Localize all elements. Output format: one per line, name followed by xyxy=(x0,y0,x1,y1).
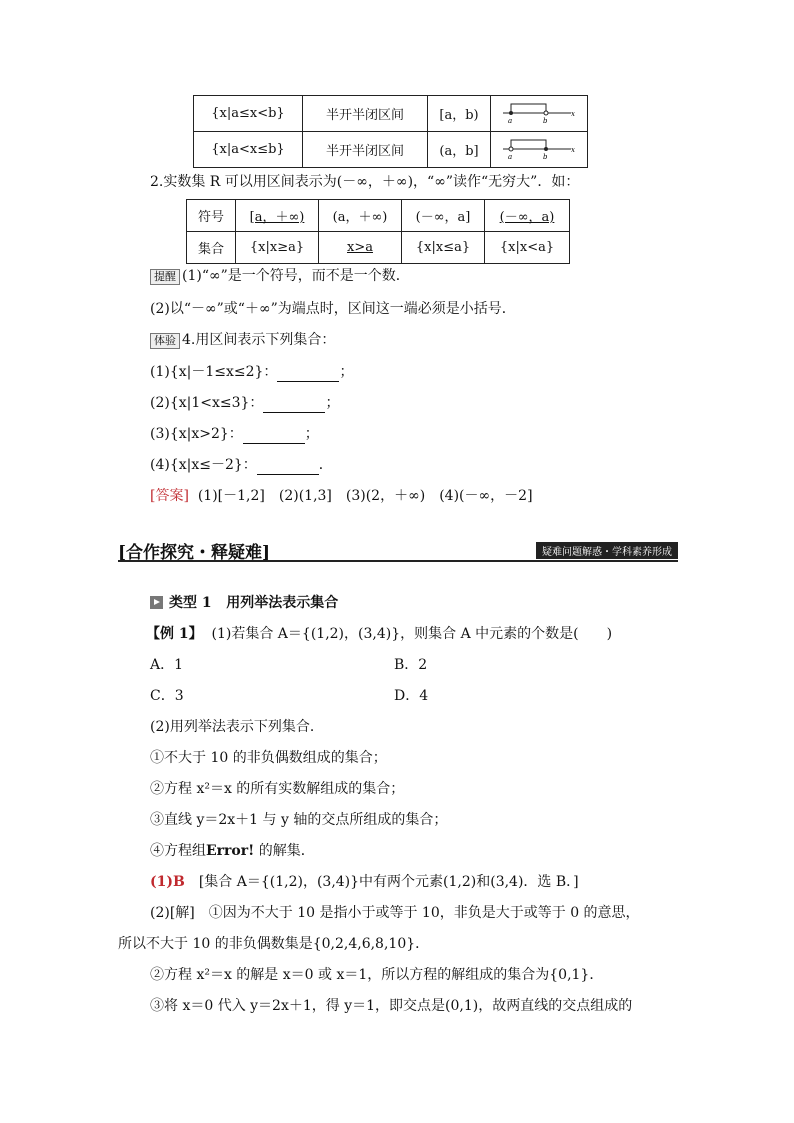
practice-tag: 体验 xyxy=(150,333,180,349)
question-2: (2)用列举法表示下列集合． xyxy=(150,719,324,735)
number-line-cell xyxy=(491,96,588,132)
exercise-item-text: (2){x|1<x≤3}： xyxy=(150,395,264,411)
exercise-item-text: (3){x|x>2}： xyxy=(150,426,243,442)
interval-symbol-cell: (a，b] xyxy=(428,132,491,168)
solution-2c: ②方程 x²＝x 的解是 x＝0 或 x＝1，所以方程的解组成的集合为{0,1}． xyxy=(150,967,604,983)
interval-symbol-cell: [a，b) xyxy=(428,96,491,132)
exercise-answer xyxy=(150,486,533,506)
item-end: ； xyxy=(339,364,354,380)
exercise-item-text: (4){x|x≤－2}： xyxy=(150,457,257,473)
table-row xyxy=(187,232,570,264)
exercise-title xyxy=(150,330,335,350)
note-2: (2)以“－∞”或“＋∞”为端点时，区间这一端必须是小括号． xyxy=(150,301,516,317)
paragraph-real-interval: 2.实数集 R 可以用区间表示为(－∞，＋∞)，“∞”读作“无穷大”．如： xyxy=(150,174,580,190)
number-line-cell xyxy=(491,132,588,168)
example-label: 【例 1】 xyxy=(146,626,203,642)
set-cell: {x|x≥a} xyxy=(236,232,319,264)
solution-1-text: [集合 A＝{(1,2)，(3,4)}中有两个元素(1,2)和(3,4)．选 B．] xyxy=(184,874,579,890)
type-title: 用列举法表示集合 xyxy=(226,595,339,611)
section-header xyxy=(118,538,678,562)
sub-question-4 xyxy=(150,841,315,861)
point-a-label: a xyxy=(508,152,513,161)
solution-2a-text: ①因为不大于 10 是指小于或等于 10，非负是大于或等于 0 的意思， xyxy=(194,905,640,921)
section-subtitle: 疑难问题解惑・学科素养形成 xyxy=(536,542,678,559)
row-head-symbol: 符号 xyxy=(187,200,236,232)
interval-name-cell: 半开半闭区间 xyxy=(303,132,428,168)
answer-text: (1)[－1,2] (2)(1,3] (3)(2，＋∞) (4)(－∞，－2] xyxy=(197,488,533,504)
axis-x-label: x xyxy=(571,145,575,154)
interval-name-cell: 半开半闭区间 xyxy=(303,96,428,132)
reminder-tag: 提醒 xyxy=(150,269,180,285)
answer-blank[interactable] xyxy=(257,460,319,475)
symbol-cell: [a，＋∞) xyxy=(236,200,319,232)
example-question-1 xyxy=(146,624,612,644)
exercise-item xyxy=(150,424,319,444)
symbol-cell: (a，＋∞) xyxy=(319,200,402,232)
note-1-text: (1)“∞”是一个符号，而不是一个数． xyxy=(182,268,410,284)
set-cell: {x|x<a} xyxy=(485,232,570,264)
symbol-cell: (－∞，a) xyxy=(485,200,570,232)
number-line-figure xyxy=(499,99,579,125)
exercise-title-text: 4.用区间表示下列集合： xyxy=(182,332,336,348)
option-b: B．2 xyxy=(394,657,428,673)
set-cell: x>a xyxy=(319,232,402,264)
point-b-label: b xyxy=(543,152,548,161)
item-end: ． xyxy=(318,457,333,473)
solution-1 xyxy=(150,872,579,892)
option-d: D．4 xyxy=(394,688,429,704)
solution-2-label: (2)[解] xyxy=(150,905,195,921)
sub-question-4-end: 的解集． xyxy=(254,843,315,859)
answer-blank[interactable] xyxy=(263,398,325,413)
answer-blank[interactable] xyxy=(243,429,305,444)
set-cell: {x|x≤a} xyxy=(402,232,485,264)
number-line-figure xyxy=(499,135,579,161)
solution-1-label: (1)B xyxy=(150,874,185,890)
exercise-item xyxy=(150,455,333,475)
exercise-item xyxy=(150,362,353,382)
type-label: 类型 1 xyxy=(169,595,212,611)
table-row xyxy=(194,132,588,168)
set-cell: {x|a<x≤b} xyxy=(194,132,303,168)
question-1-text: (1)若集合 A＝{(1,2)，(3,4)}，则集合 A 中元素的个数是( ) xyxy=(211,626,613,642)
item-end: ； xyxy=(304,426,319,442)
exercise-item xyxy=(150,393,339,413)
exercise-item-text: (1){x|－1≤x≤2}： xyxy=(150,364,278,380)
solution-2d: ③将 x＝0 代入 y＝2x＋1，得 y＝1，即交点是(0,1)，故两直线的交点组成的 xyxy=(150,998,633,1014)
option-a: A．1 xyxy=(150,657,184,673)
solution-2a xyxy=(150,903,640,923)
point-a-label: a xyxy=(508,116,513,125)
symbol-cell: (－∞，a] xyxy=(402,200,485,232)
infinity-interval-table xyxy=(186,199,570,264)
sub-question-2: ②方程 x²＝x 的所有实数解组成的集合； xyxy=(150,781,405,797)
note-1 xyxy=(150,266,410,286)
set-cell: {x|a≤x<b} xyxy=(194,96,303,132)
row-head-set: 集合 xyxy=(187,232,236,264)
play-triangle-icon xyxy=(150,596,163,609)
section-title: [合作探究・释疑难] xyxy=(118,543,271,563)
type-heading xyxy=(150,593,338,613)
table-row xyxy=(187,200,570,232)
option-c: C．3 xyxy=(150,688,184,704)
table-row xyxy=(194,96,588,132)
item-end: ； xyxy=(325,395,340,411)
axis-x-label: x xyxy=(571,109,575,118)
point-b-label: b xyxy=(543,116,548,125)
sub-question-1: ①不大于 10 的非负偶数组成的集合； xyxy=(150,750,387,766)
interval-table-top xyxy=(193,95,588,168)
error-text: Error! xyxy=(206,843,255,859)
sub-question-3: ③直线 y＝2x＋1 与 y 轴的交点所组成的集合； xyxy=(150,812,448,828)
solution-2b: 所以不大于 10 的非负偶数集是{0,2,4,6,8,10}． xyxy=(118,936,430,952)
answer-label: [答案] xyxy=(150,488,189,504)
answer-blank[interactable] xyxy=(277,367,339,382)
sub-question-4-text: ④方程组 xyxy=(150,843,206,859)
